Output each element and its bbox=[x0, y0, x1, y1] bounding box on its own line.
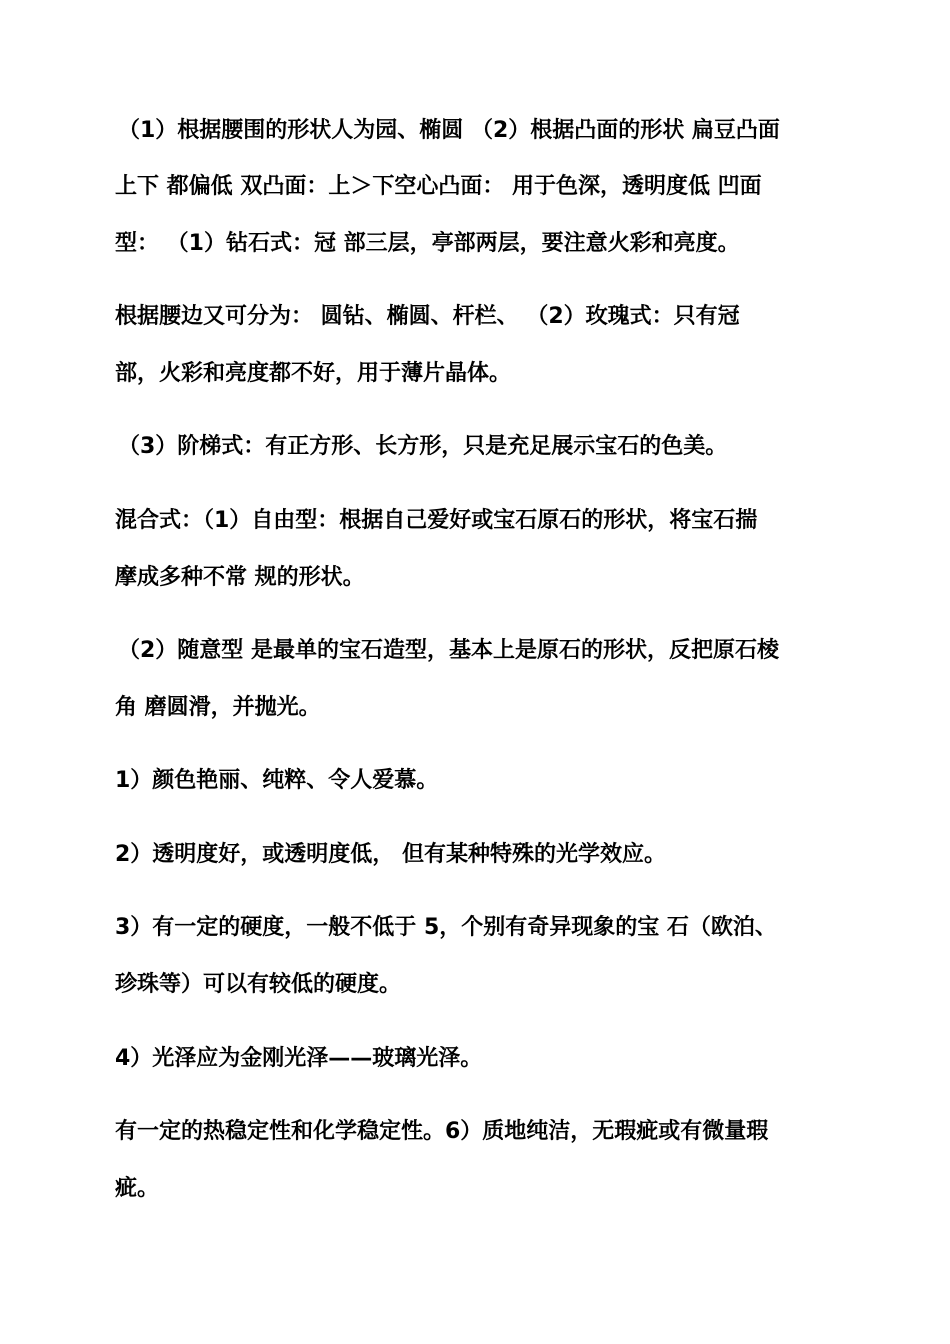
text-line-8: 摩成多种不常 规的形状。 bbox=[115, 565, 365, 590]
text-line-6: （3）阶梯式：有正方形、长方形，只是充足展示宝石的色美。 bbox=[118, 434, 728, 459]
text-line-16: 有一定的热稳定性和化学稳定性。6）质地纯洁，无瑕疵或有微量瑕 bbox=[115, 1119, 769, 1144]
text-line-4: 根据腰边又可分为： 圆钻、椭圆、杆栏、 （2）玫瑰式：只有冠 bbox=[115, 304, 740, 329]
text-line-17: 疵。 bbox=[115, 1176, 160, 1201]
text-line-12: 2）透明度好，或透明度低， 但有某种特殊的光学效应。 bbox=[115, 842, 666, 867]
text-line-2: 上下 都偏低 双凸面：上＞下空心凸面： 用于色深，透明度低 凹面 bbox=[115, 174, 762, 199]
text-line-15: 4）光泽应为金刚光泽——玻璃光泽。 bbox=[115, 1046, 483, 1071]
text-line-5: 部，火彩和亮度都不好，用于薄片晶体。 bbox=[115, 361, 512, 386]
text-line-1: （1）根据腰围的形状人为园、椭圆 （2）根据凸面的形状 扁豆凸面 bbox=[118, 118, 780, 143]
text-line-7: 混合式：（1）自由型：根据自己爱好或宝石原石的形状，将宝石揣 bbox=[115, 508, 758, 533]
text-line-9: （2）随意型 是最单的宝石造型，基本上是原石的形状，反把原石棱 bbox=[118, 638, 779, 663]
text-line-11: 1）颜色艳丽、纯粹、令人爱慕。 bbox=[115, 768, 439, 793]
text-line-10: 角 磨圆滑，并抛光。 bbox=[115, 695, 321, 720]
text-line-3: 型： （1）钻石式：冠 部三层，亭部两层，要注意火彩和亮度。 bbox=[115, 231, 740, 256]
text-line-14: 珍珠等）可以有较低的硬度。 bbox=[115, 972, 402, 997]
text-line-13: 3）有一定的硬度，一般不低于 5，个别有奇异现象的宝 石（欧泊、 bbox=[115, 915, 777, 940]
